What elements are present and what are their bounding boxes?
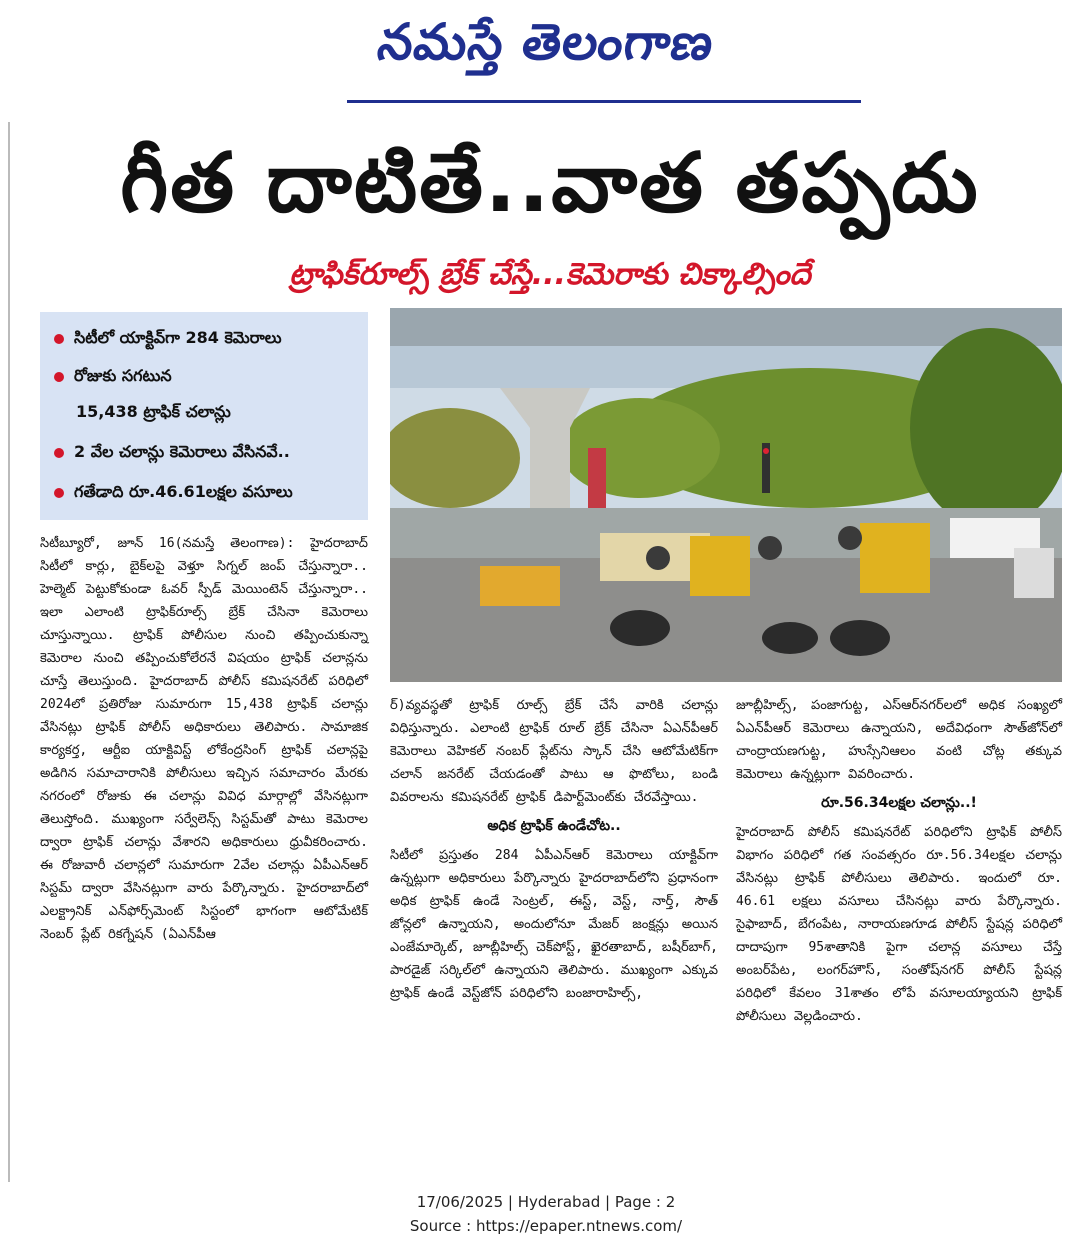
article-paragraph: సిటీలో ప్రస్తుతం 284 ఏపీఎన్ఆర్ కెమెరాలు యాక్టివ్‌గా ఉన్నట్లుగా అధికారులు పేర్కొన్నారు హైదరాబాద్‌లోని ప్రధానంగా అధిక ట్రాఫిక్ ఉండే సెంట్రల్, ఈస్ట్, వెస్ట్, నార్త్, సౌత్ జోన్లలో ఉన్నాయని, అందులోనూ మేజర్ జంక్షన్లు అయిన ఎంజేమార్కెట్, జూబ్లీహిల్స్ చెక్‌పోస్ట్, ఖైరతాబాద్, బషీర్‌బాగ్, పారడైజ్ సర్కిల్‌లో ఉన్నాయని తెలిపారు. ముఖ్యంగా ఎక్కువ ట్రాఫిక్ ఉండే వెస్ట్‌జోన్ పరిధిలోని బంజారాహిల్స్, [390, 848, 718, 1001]
subheadline: ట్రాఫిక్‌రూల్స్ బ్రేక్ చేస్తే...కెమెరాకు చిక్కాల్సిందే [289, 257, 811, 292]
article-paragraph: జూబ్లీహిల్స్, పంజాగుట్ట, ఎస్ఆర్‌నగర్‌లలో అధిక సంఖ్యలో ఏఎన్‌పీఆర్ కెమెరాలు ఉన్నాయని, అదేవిధంగా సౌత్‌జోన్‌లో చాంద్రాయణగుట్ట, హుస్సేనిఆలం వంటి చోట్ల తక్కువ కెమెరాలు ఉన్నట్లుగా వివరించారు. [736, 698, 1062, 782]
section-subheading: అధిక ట్రాఫిక్ ఉండేచోట.. [487, 818, 621, 834]
highlight-item: 2 వేల చలాన్లు కెమెరాలు వేసినవే.. [54, 440, 290, 464]
left-margin-rule [8, 122, 10, 1182]
newspaper-logo: నమస్తే తెలంగాణ [374, 12, 718, 71]
article-column-2 [390, 694, 718, 1174]
article-paragraph: హైదరాబాద్ పోలీస్ కమిషనరేట్ పరిధిలోని ట్రాఫిక్ పోలీస్ విభాగం పరిధిలో గత సంవత్సరం రూ.56.34లక్షల చలాన్లు వేసినట్లు ట్రాఫిక్ పోలీసులు తెలిపారు. ఇందులో రూ. 46.61 లక్షలు వసూలు చేసినట్లు వారు పేర్కొన్నారు. సైఫాబాద్, బేగంపేట, నారాయణగూడ పోలీస్ స్టేషన్ల పరిధిలో దాదాపుగా 95శాతానికి పైగా చలాన్ల వసూలు చేస్తే అంబర్‌పేట, లంగర్‌హౌస్, సంతోష్‌నగర్ పోలీస్ స్టేషన్ల పరిధిలో కేవలం 31శాతం లోపే వసూలయ్యాయని ట్రాఫిక్ పోలీసులు వెల్లడించారు. [736, 825, 1062, 1024]
bullet-icon [54, 372, 64, 382]
article-column-3 [736, 694, 1062, 1174]
traffic-photo [390, 308, 1062, 682]
bullet-icon [54, 448, 64, 458]
footer [0, 1190, 1092, 1238]
masthead [0, 0, 1092, 96]
traffic-junction-illustration [390, 308, 1062, 682]
section-subheading: రూ.56.34లక్షల చలాన్లు..! [821, 795, 977, 811]
highlight-item-continued: 15,438 ట్రాఫిక్ చలాన్లు [76, 402, 231, 421]
highlight-item: గతేడాది రూ.46.61లక్షల వసూలు [54, 480, 293, 504]
footer-date-line: 17/06/2025 | Hyderabad | Page : 2 [416, 1193, 676, 1211]
bullet-icon [54, 334, 64, 344]
highlight-item: రోజుకు సగటున [54, 364, 172, 388]
highlights-box [40, 312, 368, 520]
footer-source-link[interactable]: Source : https://epaper.ntnews.com/ [409, 1217, 683, 1235]
bullet-icon [54, 488, 64, 498]
masthead-rule [347, 100, 861, 103]
highlight-item: సిటీలో యాక్టివ్‌గా 284 కెమెరాలు [54, 326, 282, 350]
article-paragraph: ర్)వ్యవస్థతో ట్రాఫిక్ రూల్స్ బ్రేక్ చేసే వారికి చలాన్లు విధిస్తున్నారు. ఎలాంటి ట్రాఫిక్ రూల్ బ్రేక్ చేసినా ఏఎన్‌పీఆర్ కెమెరాలు వెహికల్ నంబర్ ప్లేట్‌ను స్కాన్ చేసి ఆటోమేటిక్‌గా చలాన్ జనరేట్ చేయడంతో పాటు ఆ ఫొటోలు, బండి వివరాలను కమిషనరేట్ ట్రాఫిక్ డిపార్ట్‌మెంట్‌కు చేరవేస్తాయి. [390, 698, 718, 805]
article-paragraph: సిటీబ్యూరో, జూన్ 16(నమస్తే తెలంగాణ): హైదరాబాద్ సిటీలో కార్లు, బైక్‌లపై వెళ్తూ సిగ్నల్ జంప్ చేస్తున్నారా.. హెల్మెట్ పెట్టుకోకుండా ఓవర్ స్పీడ్ మెయింటెన్ చేస్తున్నారా.. ఇలా ఎలాంటి ట్రాఫిక్‌రూల్స్ బ్రేక్ చేసినా కెమెరాలు చూస్తున్నాయి. ట్రాఫిక్ పోలీసుల నుంచి తప్పించుకున్నా కెమెరాల నుంచి తప్పించుకోలేరనే విషయం ట్రాఫిక్ చలాన్లను చూస్తే తెలుస్తుంది. హైదరాబాద్ పోలీస్ కమిషనరేట్ పరిధిలో 2024లో ప్రతిరోజు సుమారుగా 15,438 ట్రాఫిక్ చలాన్లు వేసినట్లు ట్రాఫిక్ పోలీస్ అధికారులు తెలిపారు. సామాజిక కార్యకర్త, ఆర్టీఐ యాక్టివిస్ట్ లోకేంద్రసింగ్ ట్రాఫిక్ చలాన్లపై అడిగిన సమాచారానికి పోలీసులు ఇచ్చిన సమాచారం మేరకు నగరంలో రోజుకు ఈ చలాన్లు వివిధ మార్గాల్లో వేసినట్లుగా తెలుస్తోంది. ముఖ్యంగా సర్వేలెన్స్ సిస్టమ్‌తో పాటు కెమెరాల ద్వారా ట్రాఫిక్ చలాన్లు వేశారని అధికారులు ధ్రువీకరించారు. ఈ రోజువారీ చలాన్లలో సుమారుగా 2వేల చలాన్లు ఏపీఎన్ఆర్ సిస్టమ్ ద్వారా వేసినట్లుగా వారు పేర్కొన్నారు. హైదరాబాద్‌లో ఎలక్ట్రానిక్ ఎన్‌ఫోర్స్‌మెంట్ సిస్టంలో భాగంగా ఆటోమేటిక్ నెంబర్ ప్లేట్ రికగ్నేషన్ (ఏఎన్‌పీఆ [40, 536, 368, 942]
headline: గీత దాటితే..వాత తప్పదు [120, 136, 980, 231]
article-column-1 [40, 532, 368, 1172]
